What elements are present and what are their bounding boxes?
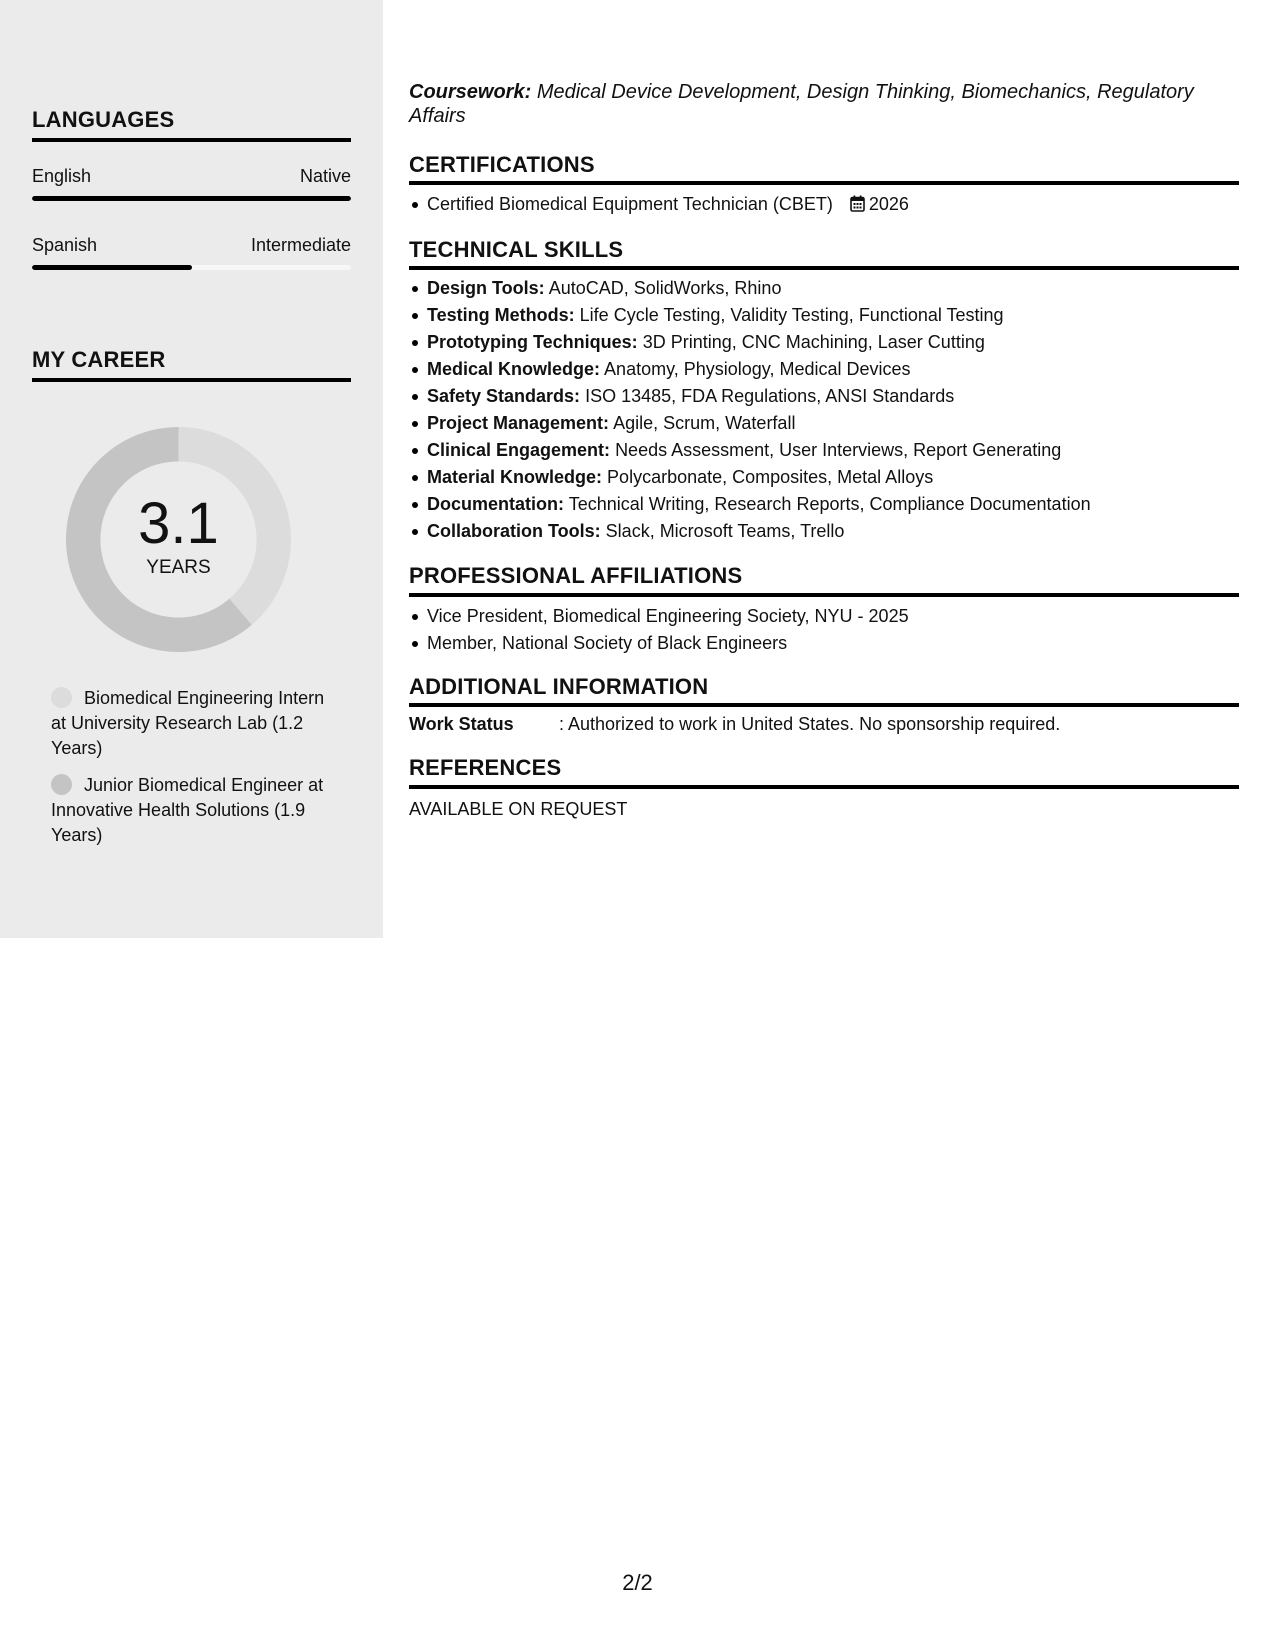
language-bar-fill: [32, 265, 192, 270]
career-title: MY CAREER: [32, 347, 166, 372]
certifications-rule: [409, 181, 1239, 185]
calendar-icon: [850, 195, 865, 212]
language-level: Intermediate: [250, 235, 351, 255]
technical-skills-rule: [409, 266, 1239, 270]
legend-dot-icon: [51, 774, 72, 795]
sidebar: [0, 0, 383, 938]
technical-skills-title: TECHNICAL SKILLS: [409, 237, 624, 262]
language-bar: [32, 196, 351, 201]
skill-label: Testing Methods:: [427, 305, 575, 325]
affiliations-list: [409, 603, 909, 657]
skill-label: Prototyping Techniques:: [427, 332, 638, 352]
skill-value: Polycarbonate, Composites, Metal Alloys: [607, 467, 934, 487]
career-legend-text: Biomedical Engineering Intern at University Research Lab (1.2 Years): [51, 688, 325, 758]
skill-value: 3D Printing, CNC Machining, Laser Cutting: [642, 332, 985, 352]
skill-value: AutoCAD, SolidWorks, Rhino: [548, 278, 782, 298]
work-status-value: : Authorized to work in United States. No sponsorship required.: [559, 714, 1061, 734]
list-item: Member, National Society of Black Engineers: [427, 630, 909, 657]
skill-label: Safety Standards:: [427, 386, 581, 406]
skill-label: Documentation:: [427, 494, 564, 514]
skill-value: ISO 13485, FDA Regulations, ANSI Standards: [585, 386, 955, 406]
skill-item: [427, 464, 1091, 491]
certifications-list: [409, 191, 909, 218]
work-status-label: Work Status: [409, 714, 514, 734]
languages-rule: [32, 138, 351, 142]
career-rule: [32, 378, 351, 382]
page-number: 2/2: [622, 1570, 653, 1595]
list-item: Vice President, Biomedical Engineering Society, NYU - 2025: [427, 603, 909, 630]
skill-value: Agile, Scrum, Waterfall: [613, 413, 796, 433]
skill-item: [427, 302, 1091, 329]
skill-label: Medical Knowledge:: [427, 359, 601, 379]
skill-label: Material Knowledge:: [427, 467, 603, 487]
affiliations-rule: [409, 593, 1239, 597]
certification-year: 2026: [868, 194, 909, 214]
coursework-label: Coursework:: [409, 81, 532, 103]
career-donut-chart: [66, 427, 291, 652]
language-row: [32, 235, 351, 256]
language-name: English: [32, 166, 92, 186]
skill-label: Project Management:: [427, 413, 610, 433]
career-total-unit: YEARS: [146, 556, 211, 578]
skill-value: Slack, Microsoft Teams, Trello: [605, 521, 845, 541]
skill-value: Anatomy, Physiology, Medical Devices: [604, 359, 911, 379]
technical-skills-list: [409, 275, 1091, 545]
skill-label: Clinical Engagement:: [427, 440, 611, 460]
languages-title: LANGUAGES: [32, 107, 175, 132]
certification-name: Certified Biomedical Equipment Technician (CBET): [427, 194, 833, 214]
additional-info-title: ADDITIONAL INFORMATION: [409, 674, 709, 699]
career-legend-text: Junior Biomedical Engineer at Innovative Health Solutions (1.9 Years): [51, 775, 324, 845]
skill-value: Technical Writing, Research Reports, Compliance Documentation: [568, 494, 1091, 514]
skill-value: Life Cycle Testing, Validity Testing, Functional Testing: [579, 305, 1004, 325]
skill-item: [427, 491, 1091, 518]
skill-item: [427, 518, 1091, 545]
language-bar: [32, 265, 351, 270]
skill-item: [427, 383, 1091, 410]
skill-item: [427, 275, 1091, 302]
skill-label: Design Tools:: [427, 278, 545, 298]
language-level: Native: [299, 166, 351, 186]
skill-label: Collaboration Tools:: [427, 521, 601, 541]
list-item: [427, 191, 909, 218]
legend-dot-icon: [51, 687, 72, 708]
language-name: Spanish: [32, 235, 98, 255]
certifications-title: CERTIFICATIONS: [409, 152, 595, 177]
references-rule: [409, 785, 1239, 789]
language-bar-fill: [32, 196, 351, 201]
career-donut-label: [66, 427, 291, 652]
career-total-years: 3.1: [138, 490, 219, 556]
skill-item: [427, 410, 1091, 437]
coursework-text: Medical Device Development, Design Thinking, Biomechanics, Regulatory Affairs: [409, 81, 1194, 127]
skill-item: [427, 329, 1091, 356]
skill-item: [427, 437, 1091, 464]
career-legend-item: [51, 686, 341, 761]
language-row: [32, 166, 351, 187]
affiliations-title: PROFESSIONAL AFFILIATIONS: [409, 563, 743, 588]
additional-info-rule: [409, 703, 1239, 707]
work-status-row: [409, 714, 1239, 735]
skill-item: [427, 356, 1091, 383]
references-text: AVAILABLE ON REQUEST: [409, 799, 628, 819]
skill-value: Needs Assessment, User Interviews, Report Generating: [615, 440, 1062, 460]
career-legend-item: [51, 773, 341, 848]
references-title: REFERENCES: [409, 755, 562, 780]
coursework: [409, 80, 1239, 128]
